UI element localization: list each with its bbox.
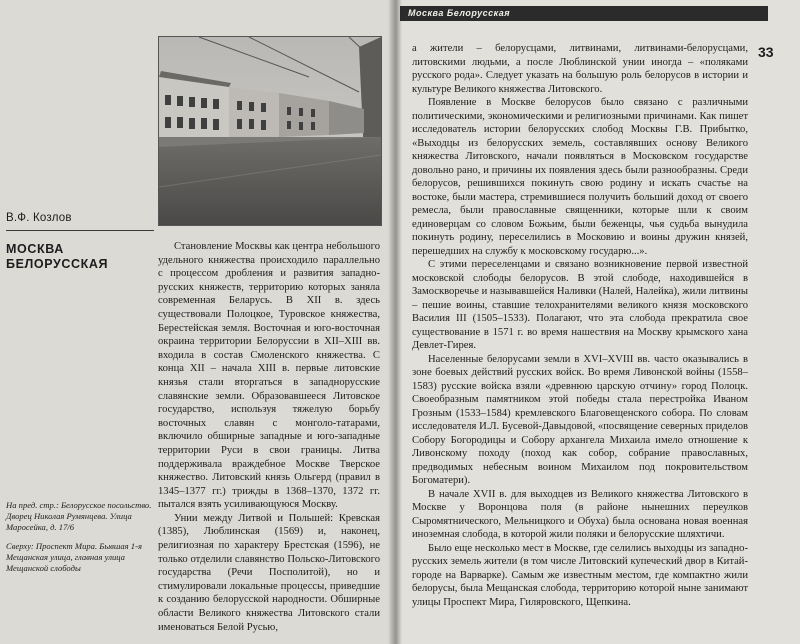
paragraph: Было еще несколько мест в Москве, где селились выходцы из западно-русских земель жители (в том числе Литовский купеческий двор в Китай-городе на Варварке). Самым же известным местом, где компактно жили белорусы, была Мещанская слобода, территорию которой ныне занимают улицы Проспект Мира, Гиляровского, Щепкина. bbox=[412, 542, 748, 608]
paragraph: Населенные белорусами земли в XVI–XVIII вв. часто оказывались в зоне боевых действий русских войск. Во время Ливонской войны (1558–1583) русские войска взяли «древнюю царскую отчину» город Полоцк. Своеобразным памятником этой победы стала перестройка Иваном Грозным (1533–1584) кремлевского Благовещенского собора. По словам исследователя И.Л. Бусевой-Давыдовой, «посвящение северных приделов Собору Богородицы и Собору архангела Михаила имело отношение к Ливонскому походу (поход как собор, собрание православных, предводимых небесным воином Михаилом под покровительством Богоматери). bbox=[412, 353, 748, 486]
section-title-line1: МОСКВА bbox=[6, 242, 64, 256]
paragraph: Становление Москвы как центра небольшого удельного княжества происходило параллельно с процессом дробления и развития западно-русских княжеств, территорию которых заняла современная Беларусь. В XII в. здесь существовали Полоцкое, Туровское княжества, Берестейская земля. Восточная и юго-восточная окраина территории Белоруссии в XII–XIII вв. входила в состав Смоленского княжества. С конца XII – начала XIII в. первые литовские князья стали вторгаться в западнорусские славянские земли. Образовавшееся Литовское государство, используя тяжелую борьбу восточных славян с монголо-татарами, включило обширные западные и юго-западные территории Руси в свои границы. Литва поддерживала враждебное Москве Тверское княжество. Литовский князь Ольгерд (правил в 1345–1377 гг.) трижды в 1368–1370, 1372 гг. пытался взять усиливающуюся Москву. bbox=[158, 241, 380, 511]
paragraph: С этими переселенцами и связано возникновение первой известной московской слободы белорусов. В этой слободе, находившейся в Замоскворечье и называвшейся Наливки (Налей, Налейка), жили литвины – пешие воины, ставшие телохранителями великого князя московского Василия III (1505–1533). Полагают, что эта слобода прекратила свое существование в 1571 г. во время нашествия на Москву крымского хана Девлет-Гирея. bbox=[412, 259, 748, 351]
paragraph: В начале XVII в. для выходцев из Великого княжества Литовского в Москве у Воронцова поля (в районе нынешних переулков Сыромятнического, Мельницкого и Обуха) была основана новая военная иноземная слобода, в которой жили поляки и белорусские шляхтичи. bbox=[412, 488, 748, 540]
author-name: В.Ф. Козлов bbox=[6, 212, 72, 224]
running-head: Москва Белорусская bbox=[400, 6, 768, 21]
right-page bbox=[394, 0, 800, 644]
author-rule bbox=[6, 230, 154, 231]
paragraph: Появление в Москве белорусов было связано с различными политическими, экономическими и религиозными причинами. Как пишет исследователь истории белорусских слобод Москвы Г.В. Прибытко, «Выходцы из белорусских земель, составлявших основу Великого княжества Литовского, начали появляться в Московском государстве довольно рано, и причины их появления здесь были разнообразны. Среди белорусов, решившихся покинуть свою родину и искать счастье на востоке, были мастера, стремившиеся получить больший доход от своего ремесла, были православные священники, которые шли к своим единоверцам со словом Божьим, были беженцы, чья судьба вынудила покинуть родину, переселились в Московию и воины дружин князей, перешедших на службу к московскому государю...». bbox=[412, 97, 748, 257]
paragraph: Унии между Литвой и Польшей: Кревская (1385), Люблинская (1569) и, наконец, религиозная по характеру Брестская (1596), не только отделили славянство Польско-Литовского государства (Речи Посполитой), но и стимулировали локальные процессы, приведшие к созданию белорусской народности. Обширные области Великого княжества Литовского стали именоваться Белой Русью, bbox=[158, 512, 380, 633]
page-number: 33 bbox=[758, 44, 774, 60]
section-title-line2: БЕЛОРУССКАЯ bbox=[6, 257, 109, 271]
photo-illustration bbox=[159, 37, 381, 225]
photo-captions bbox=[6, 500, 154, 582]
caption-previous-page: На пред. стр.: Белорусское посольство. Дворец Николая Румянцева. Улица Маросейка, д. 17/6 bbox=[6, 500, 152, 532]
left-page bbox=[0, 0, 394, 644]
caption-above: Сверху: Проспект Мира. Бывшая 1-я Мещанская улица, главная улица Мещанской слободы bbox=[6, 541, 142, 573]
book-gutter-shadow bbox=[388, 0, 402, 644]
street-photo bbox=[158, 36, 382, 226]
right-body-text bbox=[412, 42, 748, 609]
paragraph-continuation: а жители – белорусцами, литвинами, литвинами-белорусцами, литовскими людьми, а после Люблинской унии иногда – «поляками русского рода». Следует указать на большую роль белорусов в истории и культуре Великого княжества Литовского. bbox=[412, 43, 748, 95]
section-title bbox=[6, 242, 146, 272]
left-body-text bbox=[158, 240, 380, 634]
